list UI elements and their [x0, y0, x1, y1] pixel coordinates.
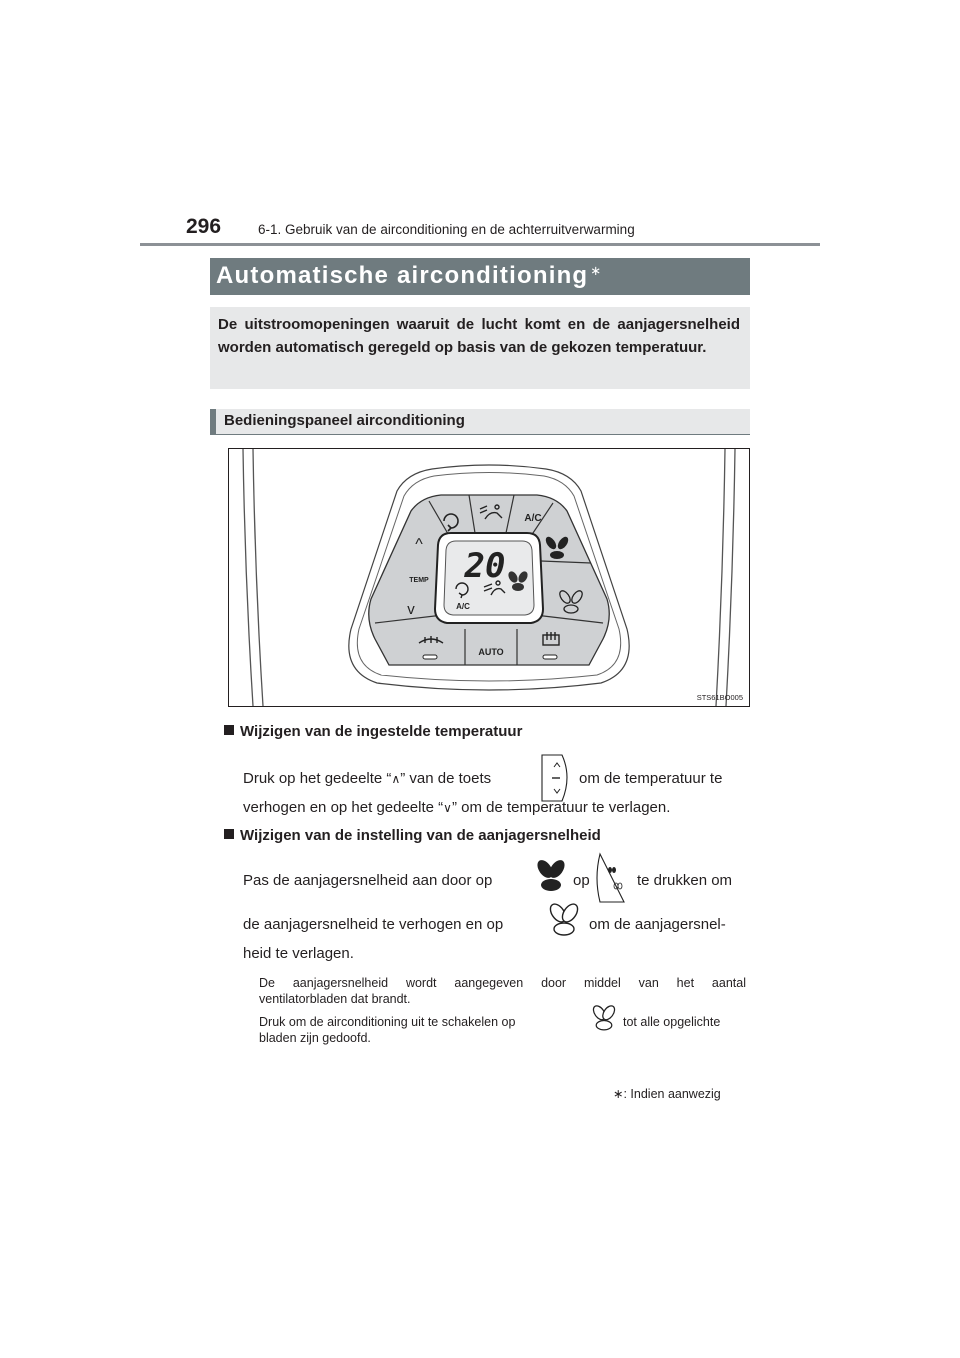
temperature-text-c: om de temperatuur te — [579, 770, 723, 787]
temperature-heading-text: Wijzigen van de ingestelde temperatuur — [240, 723, 523, 740]
chapter-title-text: Automatische airconditioning — [216, 262, 589, 289]
temperature-text-a: Druk op het gedeelte “ — [243, 770, 392, 787]
fan-text-b: op — [573, 872, 590, 889]
fan-text-d: de aanjagersnelheid te verhogen en op — [243, 916, 504, 933]
down-symbol: ∨ — [443, 801, 452, 815]
temp-up-symbol: ^ — [415, 536, 423, 553]
section-bar — [210, 409, 750, 435]
control-panel-figure — [228, 448, 750, 707]
temperature-text-b: ” van de toets — [400, 770, 492, 787]
fan-text-a: Pas de aanjagersnelheid aan door op — [243, 872, 493, 889]
temperature-line-1 — [243, 770, 491, 787]
section-bar-accent — [210, 409, 216, 434]
square-bullet-icon — [224, 725, 234, 735]
fan-up-inline-icon — [533, 857, 569, 897]
square-bullet-icon — [224, 829, 234, 839]
fan-heading — [224, 827, 601, 844]
temperature-line-2 — [243, 799, 670, 816]
figure-code: STS61BO005 — [696, 693, 743, 702]
header-rule — [140, 243, 820, 246]
temperature-text-e: ” om de temperatuur te verlagen. — [451, 799, 671, 816]
chapter-title — [216, 262, 602, 290]
footnote: ∗: Indien aanwezig — [613, 1087, 721, 1101]
temp-label: TEMP — [409, 577, 429, 584]
fan-note-1-line-2: ventilatorbladen dat brandt. — [259, 992, 411, 1006]
running-header: 6-1. Gebruik van de airconditioning en de achterruitverwarming — [258, 222, 635, 237]
temp-button-icon — [536, 753, 576, 803]
fan-down-inline-icon — [546, 901, 582, 941]
fan-note-2-text-b: tot alle opgelichte — [623, 1015, 721, 1029]
temperature-text-d: verhogen en op het gedeelte “ — [243, 799, 444, 816]
display-ac-label: A/C — [456, 602, 470, 611]
fan-text-e: om de aanjagersnel- — [589, 916, 726, 933]
section-title: Bedieningspaneel airconditioning — [224, 412, 465, 429]
intro-box — [210, 307, 750, 389]
temperature-heading — [224, 723, 522, 740]
up-symbol: ∧ — [391, 772, 401, 786]
fan-button-icon — [592, 852, 632, 904]
fan-text-c: te drukken om — [637, 872, 733, 889]
fan-heading-text: Wijzigen van de instelling van de aanjagersnelheid — [240, 827, 601, 844]
ac-button-label: A/C — [524, 513, 542, 524]
display-temperature: 20 — [464, 546, 506, 586]
fan-note-1-line-1: De aanjagersnelheid wordt aangegeven door middel van het aantal — [259, 976, 746, 990]
fan-text-f: heid te verlagen. — [243, 945, 354, 962]
temp-down-symbol: v — [407, 601, 415, 618]
auto-button-label: AUTO — [478, 647, 504, 657]
control-panel-illustration — [229, 449, 749, 706]
optional-marker: ∗ — [590, 263, 603, 278]
intro-text: De uitstroomopeningen waaruit de lucht komt en de aanjagersnelheid worden automatisch geregeld op basis van de gekozen temperatuur. — [218, 316, 740, 356]
chapter-title-bar — [210, 258, 750, 295]
fan-note-2-text-a: Druk om de airconditioning uit te schakelen op — [259, 1015, 516, 1029]
fan-note-2-line-2: bladen zijn gedoofd. — [259, 1031, 371, 1045]
page-number: 296 — [186, 215, 222, 238]
